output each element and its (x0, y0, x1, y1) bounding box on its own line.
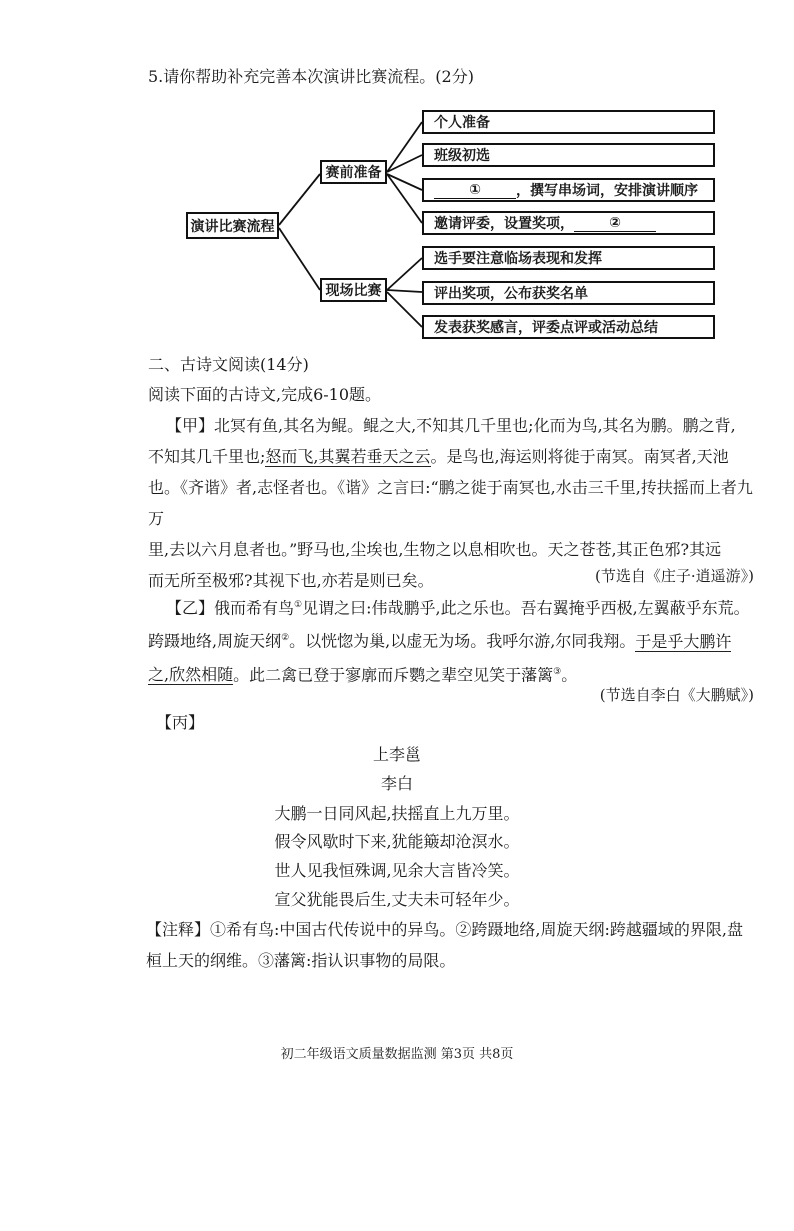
note-ref-1: ① (294, 600, 303, 610)
jia-line-2 (148, 441, 758, 472)
note-ref-2: ② (281, 633, 290, 644)
section-heading: 二、古诗文阅读(14分) (148, 355, 309, 374)
poem-title: 上李邕 (372, 745, 421, 764)
yi-line-1 (148, 590, 758, 623)
note-line-1: 【注释】①希有鸟:中国古代传说中的异鸟。②跨蹑地络,周旋天纲:跨越疆域的界限,盘 (146, 920, 743, 939)
blank-2-text: 邀请评委，设置奖项， (434, 216, 574, 232)
yi-line-1a: 【乙】俄而希有鸟 (166, 598, 295, 618)
poem-line-1: 大鹏一日同风起,扶摇直上九万里。 (274, 804, 520, 823)
yi-source: (节选自李白《大鹏赋》) (599, 686, 754, 704)
blank-2: ② (574, 215, 656, 232)
poem-line-2: 假令风歇时下来,犹能簸却沧溟水。 (274, 832, 520, 851)
poem-line-4: 宣父犹能畏后生,丈夫未可轻年少。 (274, 890, 520, 909)
yi-line-3b: 。此二禽已登于寥廓而斥鹦之辈空见笑于藩篱 (233, 664, 554, 684)
yi-line-3c: 。 (561, 664, 578, 684)
diagram-leaf-performance: 选手要注意临场表现和发挥 (422, 246, 715, 270)
yi-underlined-2: 之,欣然相随 (148, 664, 234, 684)
jia-line-2b: 。是鸟也,海运则将徙于南冥。南冥者,天池 (430, 447, 729, 466)
diagram-leaf-speeches: 发表获奖感言，评委点评或活动总结 (422, 315, 715, 339)
yi-line-2a: 跨蹑地络,周旋天纲 (148, 631, 282, 651)
jia-line-2a: 不知其几千里也; (148, 447, 266, 466)
diagram-leaf-class-selection: 班级初选 (422, 143, 715, 167)
jia-source: (节选自《庄子·逍遥游》) (595, 567, 754, 585)
diagram-node-pre-competition: 赛前准备 (320, 160, 387, 184)
passage-yi (148, 590, 758, 690)
diagram-node-onsite: 现场比赛 (320, 278, 387, 302)
jia-line-1: 【甲】北冥有鱼,其名为鲲。鲲之大,不知其几千里也;化而为鸟,其名为鹏。鹏之背, (166, 416, 736, 435)
yi-line-1b: 见谓之曰:伟哉鹏乎,此之乐也。吾右翼掩乎西极,左翼蔽乎东荒。 (302, 598, 750, 618)
jia-line-5: 而无所至极邪?其视下也,亦若是则已矣。 (148, 571, 434, 590)
jia-underlined: 怒而飞,其翼若垂天之云 (265, 447, 431, 466)
diagram-root-node: 演讲比赛流程 (186, 212, 279, 239)
section-instruction: 阅读下面的古诗文,完成6-10题。 (148, 385, 382, 404)
bing-label: 【丙】 (156, 713, 205, 732)
diagram-leaf-awards: 评出奖项，公布获奖名单 (422, 281, 715, 305)
jia-line-4: 里,去以六月息者也。”野马也,尘埃也,生物之以息相吹也。天之苍苍,其正色邪?其远 (148, 540, 722, 559)
diagram-leaf-personal-prep: 个人准备 (422, 110, 715, 134)
poem-author: 李白 (380, 774, 413, 793)
yi-underlined-1: 于是乎大鹏许 (635, 631, 732, 651)
jia-line-3: 也。《齐谐》者,志怪者也。《谐》之言曰:“鹏之徙于南冥也,水击三千里,抟扶摇而上者九万 (148, 478, 753, 528)
yi-line-2 (148, 623, 758, 656)
poem-line-3: 世人见我恒殊调,见余大言皆冷笑。 (274, 861, 520, 880)
yi-line-2b: 。以恍惚为巢,以虚无为场。我呼尔游,尔同我翔。 (289, 631, 636, 651)
note-ref-3: ③ (553, 666, 562, 677)
page-footer: 初二年级语文质量数据监测 第3页 共8页 (280, 1047, 514, 1062)
diagram-leaf-blank-2 (422, 211, 715, 235)
diagram-leaf-blank-1 (422, 178, 715, 202)
blank-1-text: ，撰写串场词，安排演讲顺序 (516, 183, 698, 199)
question-5: 5.请你帮助补充完善本次演讲比赛流程。(2分) (148, 67, 474, 86)
annotations (146, 914, 766, 976)
note-line-2: 桓上天的纲维。③藩篱:指认识事物的局限。 (146, 951, 456, 970)
blank-1: ① (434, 182, 516, 199)
